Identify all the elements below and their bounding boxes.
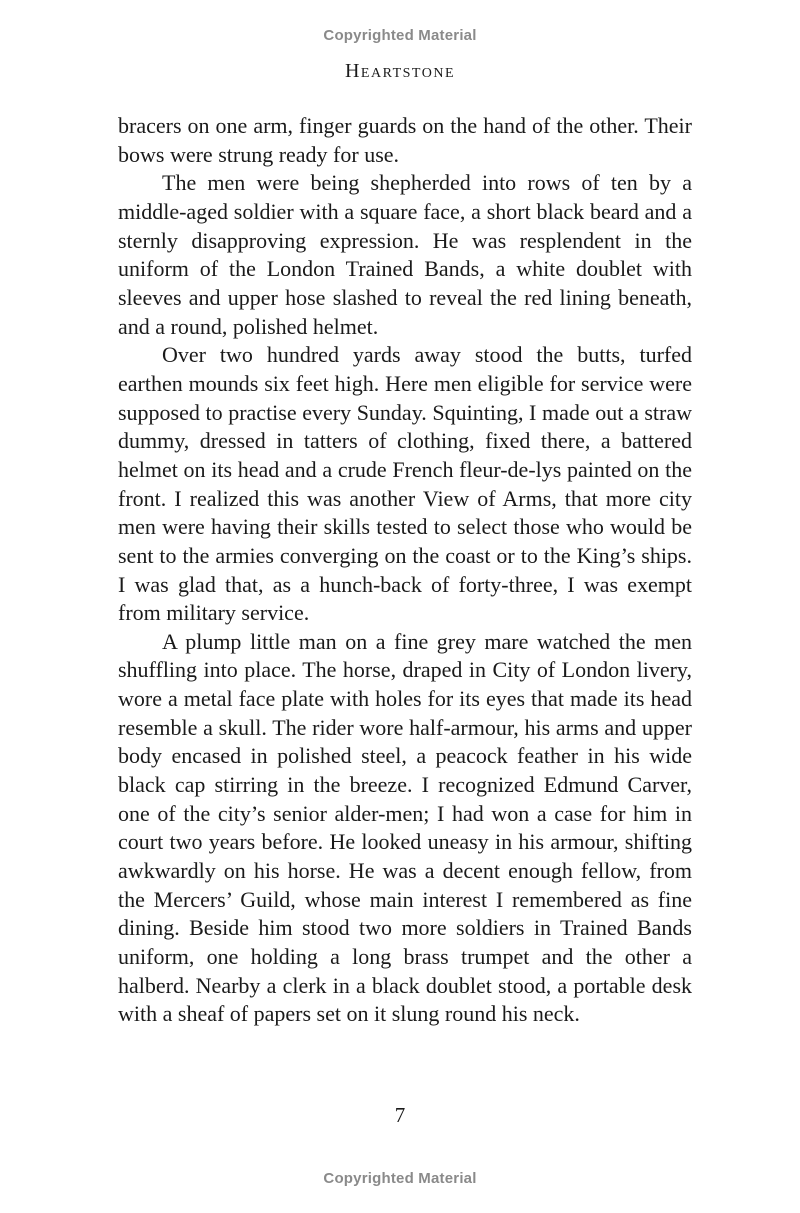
- copyright-watermark-top: Copyrighted Material: [323, 27, 477, 44]
- body-text: [118, 112, 692, 1029]
- running-head-title: Heartstone: [344, 60, 455, 82]
- paragraph-3: Over two hundred yards away stood the butts, turfed earthen mounds six feet high. Here men eligible for service were supposed to practise every Sunday. Squinting, I made out a straw dummy, dressed in tatters of clothing, fixed there, a battered helmet on its head and a crude French fleur-de-lys painted on the front. I realized this was another View of Arms, that more city men were having their skills tested to select those who would be sent to the armies converging on the coast or to the King’s ships. I was glad that, as a hunch-back of forty-three, I was exempt from military service.: [118, 342, 692, 626]
- paragraph-2: The men were being shepherded into rows of ten by a middle-aged soldier with a square face, a short black beard and a sternly disapproving expression. He was resplendent in the uniform of the London Trained Bands, a white doublet with sleeves and upper hose slashed to reveal the red lining beneath, and a round, polished helmet.: [118, 170, 692, 339]
- copyright-watermark-bottom: Copyrighted Material: [323, 1170, 477, 1187]
- page-number: 7: [394, 1103, 406, 1127]
- paragraph-1: bracers on one arm, finger guards on the hand of the other. Their bows were strung ready for use.: [118, 113, 692, 167]
- paragraph-4: A plump little man on a fine grey mare watched the men shuffling into place. The horse, draped in City of London livery, wore a metal face plate with holes for its eyes that made its head resemble a skull. The rider wore half-armour, his arms and upper body encased in polished steel, a peacock feather in his wide black cap stirring in the breeze. I recognized Edmund Carver, one of the city’s senior alder-men; I had won a case for him in court two years before. He looked uneasy in his armour, shifting awkwardly on his horse. He was a decent enough fellow, from the Mercers’ Guild, whose main interest I remembered as fine dining. Beside him stood two more soldiers in Trained Bands uniform, one holding a long brass trumpet and the other a halberd. Nearby a clerk in a black doublet stood, a portable desk with a sheaf of papers set on it slung round his neck.: [118, 628, 692, 1027]
